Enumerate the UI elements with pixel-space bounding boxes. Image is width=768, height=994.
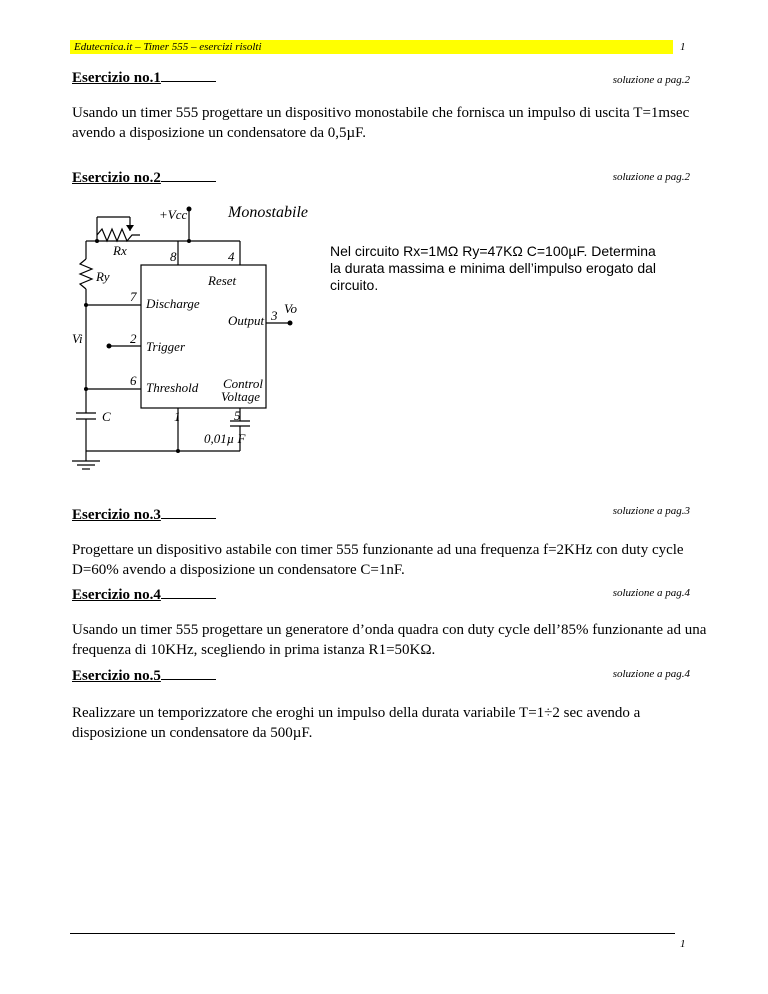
threshold-label: Threshold	[146, 380, 199, 395]
cap-small-label: 0,01µ F	[204, 431, 246, 446]
exercise-4-title: Esercizio no.4	[72, 587, 216, 604]
voltage-label: Voltage	[221, 389, 260, 404]
exercise-1-ref: soluzione a pag.2	[612, 74, 690, 86]
pin-1-label: 1	[174, 409, 181, 424]
exercise-5-ref: soluzione a pag.4	[612, 668, 690, 680]
header-page-number: 1	[680, 41, 686, 53]
vo-label: Vo	[284, 301, 297, 316]
vi-terminal	[107, 344, 112, 349]
vi-label: Vi	[72, 331, 83, 346]
exercise-2-title: Esercizio no.2	[72, 170, 216, 187]
reset-label: Reset	[208, 273, 237, 288]
footer-rule	[70, 933, 675, 934]
monostable-circuit-diagram	[60, 195, 330, 475]
footer-page-number: 1	[680, 938, 686, 950]
exercise-2-text: Nel circuito Rx=1MΩ Ry=47KΩ C=100µF. Determina la durata massima e minima dell’impulso erogato dal circuito.	[330, 243, 657, 293]
rx-resistor	[97, 229, 140, 241]
rx-wiper-arrow	[126, 225, 134, 231]
rx-label: Rx	[113, 243, 127, 258]
exercise-3-text: Progettare un dispositivo astabile con timer 555 funzionante ad una frequenza f=2KHz con duty cycle D=60% avendo a disposizione un condensatore C=1nF.	[72, 542, 684, 578]
pin-8-label: 8	[170, 249, 177, 264]
pin-7-label: 7	[130, 289, 137, 304]
pin-2-label: 2	[130, 331, 137, 346]
circuit-title: Monostabile	[228, 204, 308, 221]
c-label: C	[102, 409, 111, 424]
header-title: Edutecnica.it – Timer 555 – esercizi risolti	[74, 41, 262, 53]
output-label: Output	[228, 313, 265, 328]
exercise-5-text: Realizzare un temporizzatore che eroghi un impulso della durata variabile T=1÷2 sec avendo a disposizione un condensatore da 500µF.	[72, 705, 641, 741]
pin-4-label: 4	[228, 249, 235, 264]
control-label: Control	[223, 376, 263, 391]
exercise-1-title: Esercizio no.1	[72, 70, 216, 87]
discharge-label: Discharge	[146, 296, 200, 311]
ry-label: Ry	[96, 269, 110, 284]
ry-resistor	[80, 259, 92, 289]
exercise-3-title: Esercizio no.3	[72, 507, 216, 524]
pin-6-label: 6	[130, 373, 137, 388]
vcc-label: +Vcc	[159, 207, 188, 222]
exercise-3-ref: soluzione a pag.3	[612, 505, 690, 517]
trigger-label: Trigger	[146, 339, 186, 354]
exercise-4-ref: soluzione a pag.4	[612, 587, 690, 599]
exercise-5-title: Esercizio no.5	[72, 668, 216, 685]
pin-5-label: 5	[234, 408, 241, 423]
exercise-2-ref: soluzione a pag.2	[612, 171, 690, 183]
pin-3-label: 3	[271, 308, 278, 323]
exercise-4-text: Usando un timer 555 progettare un generatore d’onda quadra con duty cycle dell’85% funzionante ad una frequenza di 10KHz, scegliendo in prima istanza R1=50KΩ.	[72, 622, 707, 658]
exercise-1-text: Usando un timer 555 progettare un dispositivo monostabile che fornisca un impulso di uscita T=1msec avendo a disposizione un condensatore da 0,5µF.	[72, 105, 690, 141]
vo-terminal	[288, 321, 293, 326]
